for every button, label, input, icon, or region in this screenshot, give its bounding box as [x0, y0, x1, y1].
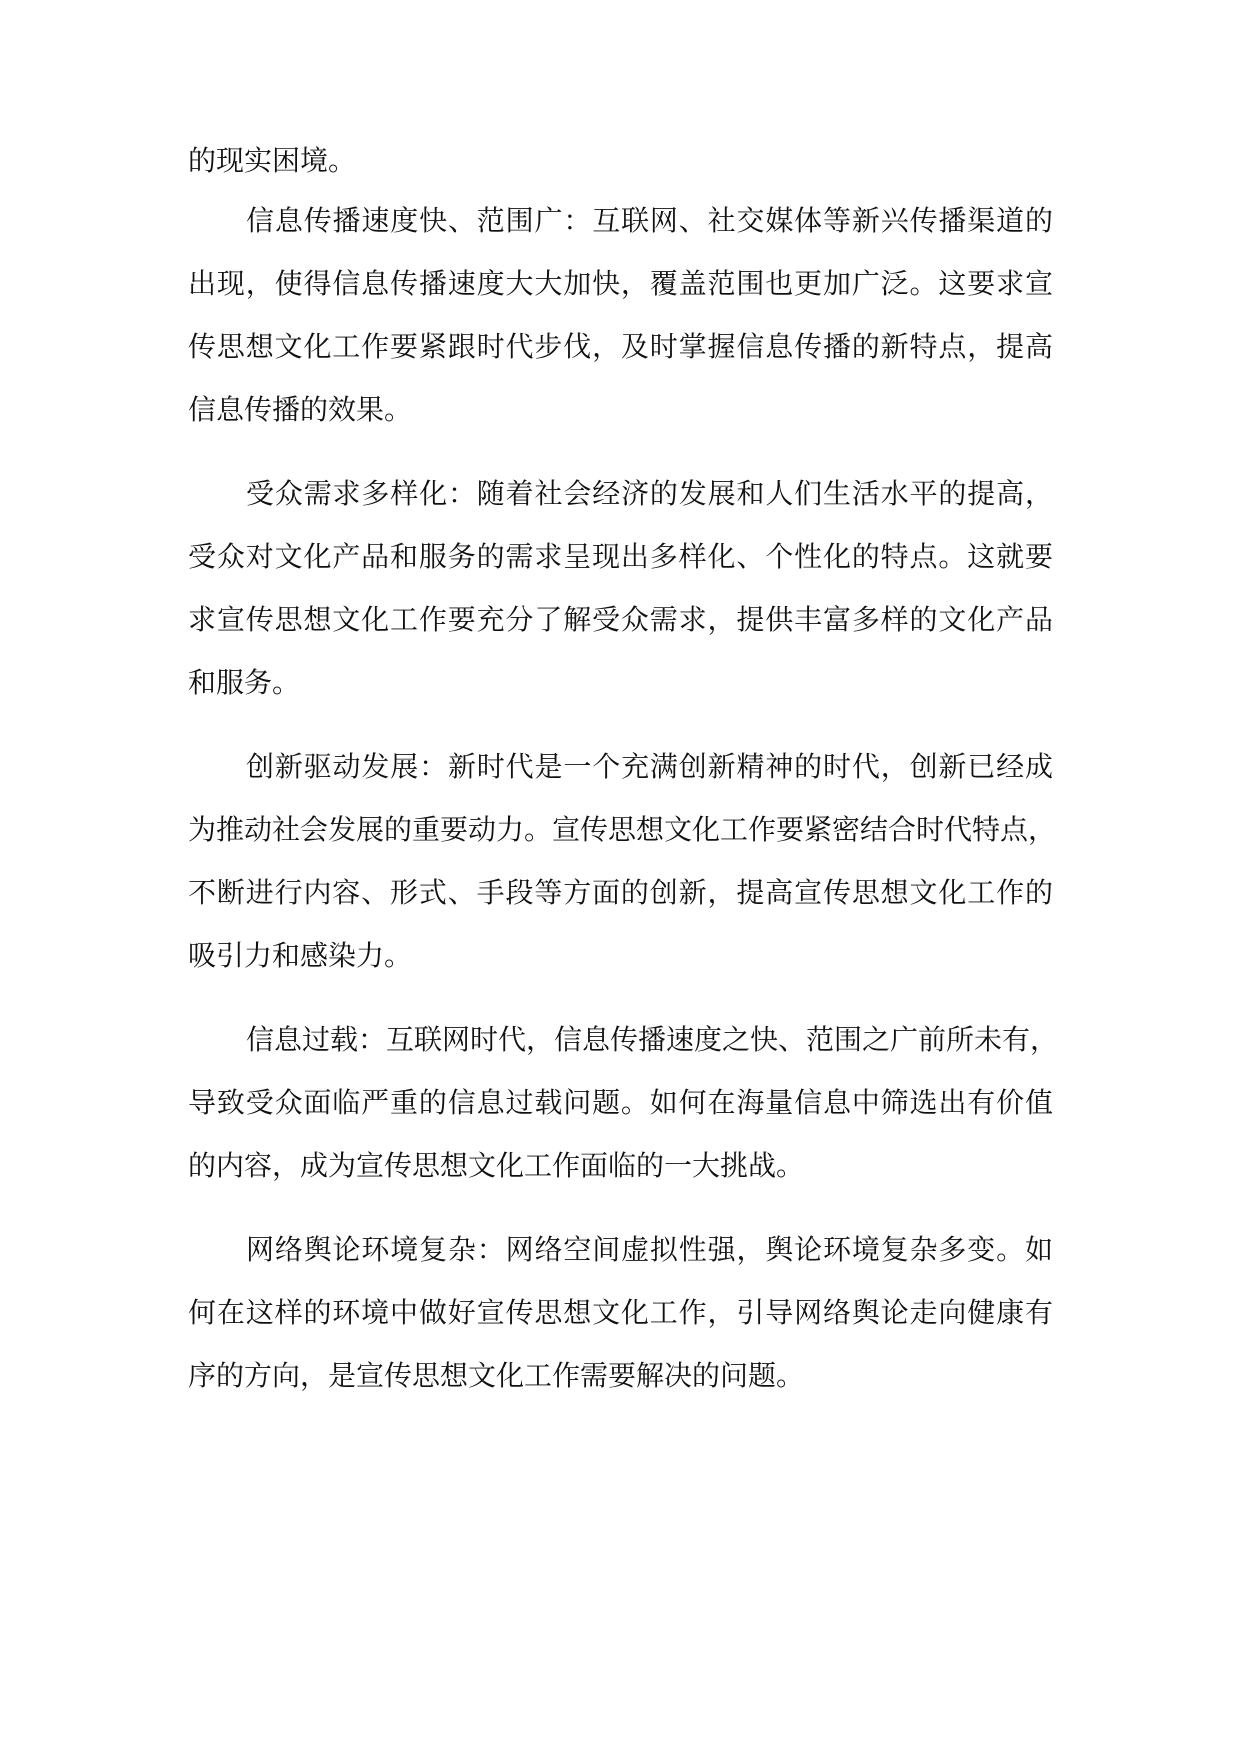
text-line: 吸引力和感染力。: [188, 939, 413, 972]
text-line: 受众需求多样化：随着社会经济的发展和人们生活水平的提高，: [246, 477, 1053, 510]
text-line: 的内容，成为宣传思想文化工作面临的一大挑战。: [188, 1149, 805, 1182]
text-line: 的现实困境。: [188, 144, 357, 177]
text-line: 求宣传思想文化工作要充分了解受众需求，提供丰富多样的文化产品: [188, 603, 1053, 636]
text-line: 不断进行内容、形式、手段等方面的创新，提高宣传思想文化工作的: [188, 876, 1053, 909]
text-line: 序的方向，是宣传思想文化工作需要解决的问题。: [188, 1359, 805, 1392]
text-line: 为推动社会发展的重要动力。宣传思想文化工作要紧密结合时代特点，: [188, 813, 1057, 846]
text-line: 何在这样的环境中做好宣传思想文化工作，引导网络舆论走向健康有: [188, 1296, 1053, 1329]
text-line: 传思想文化工作要紧跟时代步伐，及时掌握信息传播的新特点，提高: [188, 330, 1053, 363]
text-line: 信息过载：互联网时代，信息传播速度之快、范围之广前所未有，: [246, 1023, 1059, 1056]
text-line: 导致受众面临严重的信息过载问题。如何在海量信息中筛选出有价值: [188, 1086, 1053, 1119]
text-line: 创新驱动发展：新时代是一个充满创新精神的时代，创新已经成: [246, 750, 1053, 783]
text-line: 信息传播速度快、范围广：互联网、社交媒体等新兴传播渠道的: [246, 204, 1053, 237]
text-line: 信息传播的效果。: [188, 393, 413, 426]
text-line: 和服务。: [188, 666, 301, 699]
text-line: 网络舆论环境复杂：网络空间虚拟性强，舆论环境复杂多变。如: [246, 1233, 1053, 1266]
text-line: 受众对文化产品和服务的需求呈现出多样化、个性化的特点。这就要: [188, 540, 1053, 573]
text-line: 出现，使得信息传播速度大大加快，覆盖范围也更加广泛。这要求宣: [188, 267, 1053, 300]
